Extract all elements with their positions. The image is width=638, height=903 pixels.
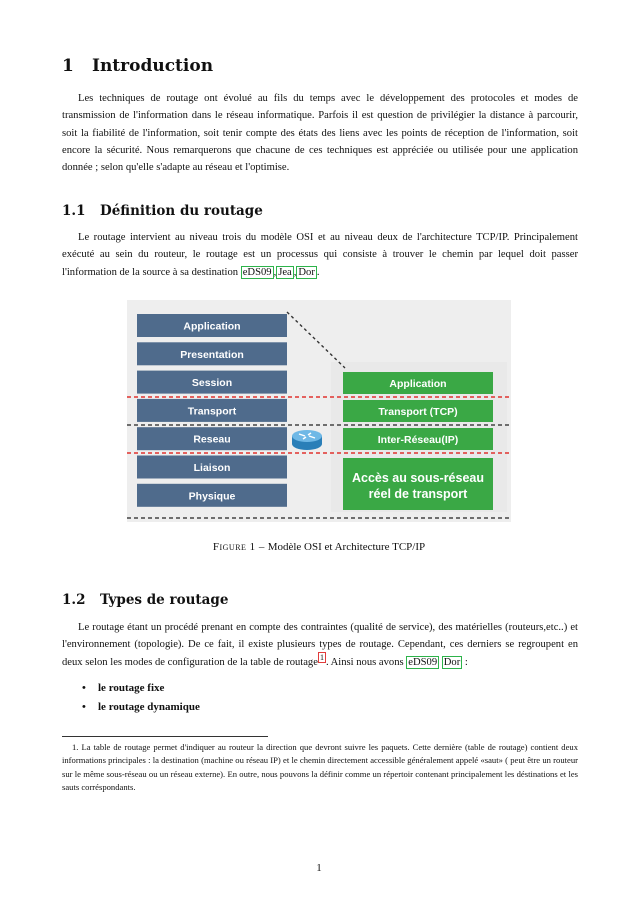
list-item: • le routage fixe [82, 679, 200, 698]
svg-text:Transport: Transport [187, 405, 237, 418]
osi-layer-reseau [137, 427, 287, 450]
osi-layer-liaison [137, 456, 287, 479]
section-heading-definition: 1.1 Définition du routage [62, 203, 263, 219]
tcpip-layer [343, 428, 493, 450]
router-icon [292, 430, 322, 450]
footnote-ref-link[interactable]: 1 [319, 653, 324, 663]
section-heading-types: 1.2 Types de routage [62, 592, 229, 608]
svg-text:Inter-Réseau(IP): Inter-Réseau(IP) [377, 434, 459, 446]
definition-paragraph: Le routage intervient au niveau trois du modèle OSI et au niveau deux de l'architecture TCP/IP. Principalement exécuté au sein du routeur, le routage est un processus qui consiste à trouver le chemin par lequel doit passer l'information de la source à sa destination eDS09 , Jea , Dor . [62, 232, 578, 278]
osi-layer-session [137, 371, 287, 394]
citation-link[interactable]: eDS09 [242, 266, 272, 278]
svg-text:Application: Application [389, 378, 447, 390]
osi-layer-physique [137, 484, 287, 507]
citation-link[interactable]: Jea [278, 266, 292, 278]
tcpip-layer [343, 400, 493, 422]
citation-link[interactable]: Dor [443, 656, 461, 668]
tcpip-layer-access [343, 458, 493, 510]
osi-layer-presentation [137, 342, 287, 365]
tcpip-layer [343, 372, 493, 394]
svg-text:Session: Session [191, 377, 233, 390]
figure-caption: Figure 1 – Modèle OSI et Architecture TCP/IP [212, 541, 426, 553]
svg-text:Liaison: Liaison [193, 462, 231, 474]
svg-text:Physique: Physique [188, 490, 236, 503]
introduction-paragraph: Les techniques de routage ont évolué au fils du temps avec le développement des protocoles et modes de transmission de l'information dans le réseau informatique. Parfois il est question de privilégier la distance à parcourir, soit la fiabilité de l'information, soit tenir compte des états des liens avec les points de réception de l'information, soit encore la sécurité. Nous remarquerons que chacune de ces techniques est appréciée ou utilisée pour une application donnée ; selon qu'elle s'adapte au réseau et l'optimise. [62, 93, 578, 174]
citation-link[interactable]: Dor [298, 266, 315, 278]
osi-layer-application [137, 314, 287, 337]
page-number: 1 [316, 862, 322, 874]
footnote-divider [62, 736, 268, 737]
svg-text:Transport (TCP): Transport (TCP) [378, 406, 458, 418]
svg-text:réel de transport: réel de transport [368, 487, 468, 501]
footnote: 1. La table de routage permet d'indiquer au routeur la direction que devront suivre les paquets. Cette dernière (table de routage) contient deux informations principales : la destination (machine ou réseau IP) et le chemin directement accessible généralement appelé «saut» ( peut être un routeur sur le même sous-réseau ou un réseau externe). En outre, nous pouvons la définir comme un répertoir contenant principalement les déstinations et les sauts corréspondants. [62, 742, 578, 792]
svg-text:Accès au sous-réseau: Accès au sous-réseau [351, 471, 485, 485]
svg-text:Application: Application [183, 320, 241, 333]
osi-tcpip-figure [127, 300, 511, 522]
osi-layer-transport [137, 399, 287, 422]
list-item: • le routage dynamique [82, 698, 200, 717]
routing-types-list [82, 679, 200, 717]
section-heading-introduction: 1 Introduction [62, 56, 214, 76]
citation-link[interactable]: eDS09 [408, 656, 438, 668]
types-paragraph: Le routage étant un procédé prenant en compte des contraintes (qualité de service), des matérielles (routeurs,etc..) et l'environnement (topologie). De ce fait, il existe plusieurs types de routage. Cependant, ces derniers se regroupent en deux selon les modes de configuration de la table de routage $^1$ . Ainsi nous avons eDS09 Dor : [62, 622, 578, 668]
svg-text:Presentation: Presentation [180, 348, 244, 361]
svg-text:Reseau: Reseau [193, 433, 231, 446]
